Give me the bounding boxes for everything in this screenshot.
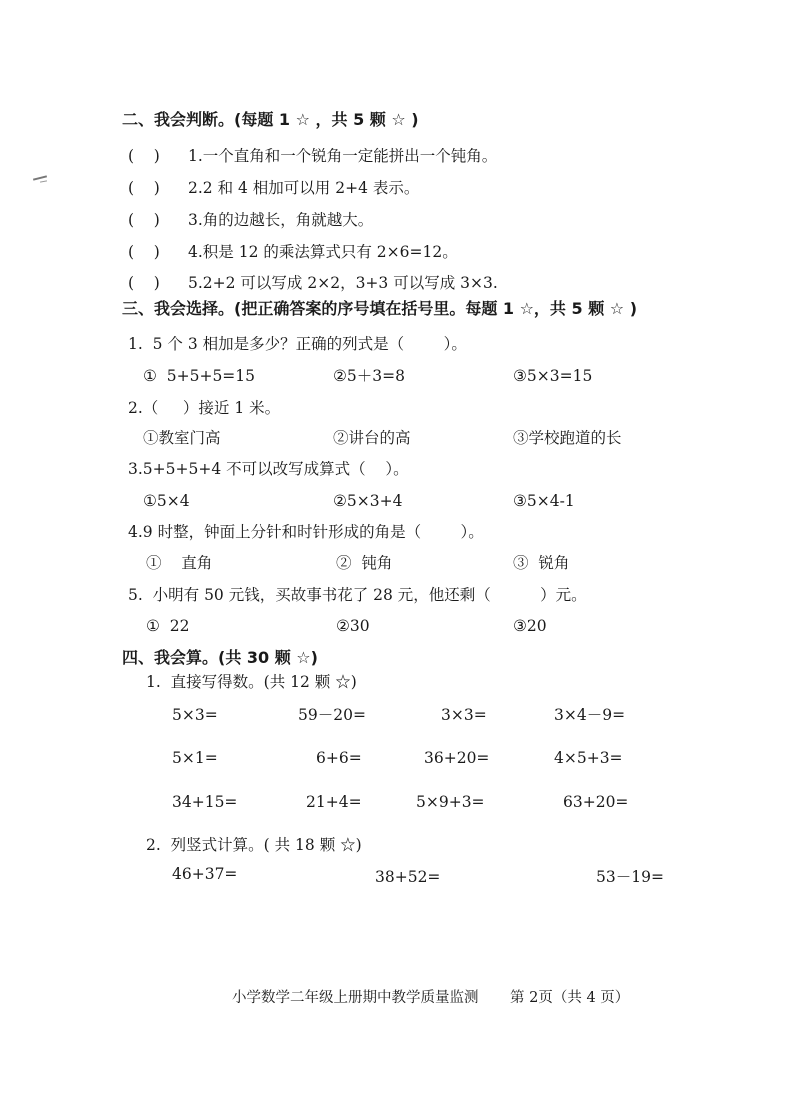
calc-item[interactable]: 5×9+3= [416, 793, 485, 811]
section3-title: 三、我会选择。(把正确答案的序号填在括号里。每题 1 ☆，共 5 颗 ☆ ) [122, 299, 638, 318]
choice-option[interactable]: ①5×4 [143, 492, 190, 510]
judge-item-3: 3.角的边越长，角就越大。 [188, 211, 374, 229]
calc-item[interactable]: 3×4－9= [554, 706, 626, 724]
calc-item[interactable]: 59－20= [298, 706, 366, 724]
vertical-calc-item[interactable]: 53－19= [596, 868, 664, 886]
choice-option[interactable]: ① 5+5+5=15 [143, 367, 256, 385]
judge-item-4: 4.积是 12 的乘法算式只有 2×6=12。 [188, 243, 458, 261]
calc-item[interactable]: 5×1= [172, 749, 218, 767]
choice-option[interactable]: ②讲台的高 [333, 429, 411, 447]
judge-paren-4[interactable]: ( ) [128, 243, 160, 261]
calc-item[interactable]: 34+15= [172, 793, 238, 811]
calc-item[interactable]: 6+6= [316, 749, 362, 767]
choice-option[interactable]: ③5×3=15 [513, 367, 593, 385]
judge-paren-1[interactable]: ( ) [128, 147, 160, 165]
choice-option[interactable]: ③ 锐角 [513, 554, 570, 572]
judge-item-1: 1.一个直角和一个锐角一定能拼出一个钝角。 [188, 147, 498, 165]
part1-title: 1. 直接写得数。(共 12 颗 ☆) [146, 673, 357, 691]
calc-item[interactable]: 5×3= [172, 706, 218, 724]
choice-option[interactable]: ① 直角 [146, 554, 213, 572]
choice-option[interactable]: ②5×3+4 [333, 492, 403, 510]
choice-option[interactable]: ②30 [336, 617, 370, 635]
choice-question-5: 5. 小明有 50 元钱，买故事书花了 28 元，他还剩（ ）元。 [128, 586, 587, 604]
section2-title: 二、我会判断。(每题 1 ☆ ，共 5 颗 ☆ ) [122, 110, 419, 129]
choice-option[interactable]: ①教室门高 [143, 429, 221, 447]
calc-item[interactable]: 63+20= [563, 793, 629, 811]
judge-item-5: 5.2+2 可以写成 2×2，3+3 可以写成 3×3. [188, 274, 498, 292]
calc-item[interactable]: 4×5+3= [554, 749, 623, 767]
choice-option[interactable]: ③学校跑道的长 [513, 429, 622, 447]
vertical-calc-item[interactable]: 46+37= [172, 865, 238, 883]
section4-title: 四、我会算。(共 30 颗 ☆) [122, 648, 318, 667]
vertical-calc-item[interactable]: 38+52= [375, 868, 441, 886]
calc-item[interactable]: 36+20= [424, 749, 490, 767]
footer-title: 小学数学二年级上册期中教学质量监测 [232, 990, 479, 1006]
judge-item-2: 2.2 和 4 相加可以用 2+4 表示。 [188, 179, 420, 197]
calc-item[interactable]: 21+4= [306, 793, 362, 811]
choice-option[interactable]: ②5＋3=8 [333, 367, 405, 385]
scan-mark [40, 180, 47, 182]
choice-question-4: 4.9 时整，钟面上分针和时针形成的角是（ ）。 [128, 523, 484, 541]
page-number: 第 2页（共 4 页） [510, 990, 630, 1006]
calc-item[interactable]: 3×3= [441, 706, 487, 724]
choice-option[interactable]: ② 钝角 [336, 554, 393, 572]
choice-option[interactable]: ③5×4-1 [513, 492, 575, 510]
judge-paren-2[interactable]: ( ) [128, 179, 160, 197]
judge-paren-3[interactable]: ( ) [128, 211, 160, 229]
choice-option[interactable]: ① 22 [146, 617, 190, 635]
choice-question-2: 2.（ ）接近 1 米。 [128, 399, 281, 417]
choice-option[interactable]: ③20 [513, 617, 547, 635]
choice-question-1: 1. 5 个 3 相加是多少？正确的列式是（ ）。 [128, 335, 467, 353]
judge-paren-5[interactable]: ( ) [128, 274, 160, 292]
choice-question-3: 3.5+5+5+4 不可以改写成算式（ ）。 [128, 460, 409, 478]
part2-title: 2. 列竖式计算。( 共 18 颗 ☆) [146, 836, 362, 854]
